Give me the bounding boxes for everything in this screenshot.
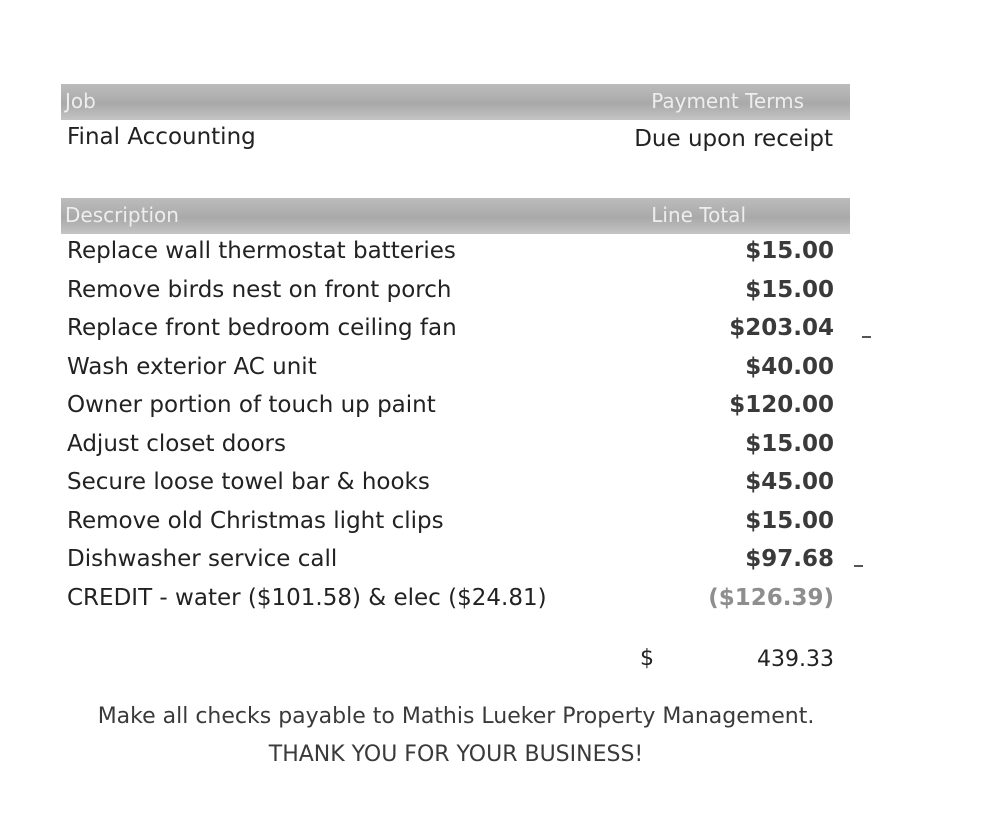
total-amount: 439.33	[757, 647, 834, 672]
line-item	[67, 351, 834, 390]
line-item	[67, 543, 834, 582]
line-item	[67, 428, 834, 467]
line-item-amount: $97.68	[745, 546, 834, 572]
line-item-amount: $203.04	[729, 315, 834, 341]
line-item-amount: $15.00	[745, 507, 834, 534]
line-item-description: Remove old Christmas light clips	[67, 507, 444, 534]
line-items-table	[67, 235, 834, 620]
line-item-amount: $120.00	[729, 392, 834, 418]
pen-tick-mark	[862, 336, 871, 338]
description-header-label: Description	[65, 203, 179, 227]
line-item-amount: $45.00	[745, 469, 834, 495]
line-item-description: Dishwasher service call	[67, 546, 338, 572]
line-item-description: Replace front bedroom ceiling fan	[67, 315, 457, 341]
line-item-amount: $15.00	[745, 276, 834, 303]
line-item-amount: $15.00	[745, 430, 834, 457]
line-item	[67, 312, 834, 351]
line-item-amount: $15.00	[745, 238, 834, 264]
job-header-band	[61, 84, 850, 120]
line-item-amount: ($126.39)	[708, 584, 834, 611]
line-item-description: Adjust closet doors	[67, 430, 286, 457]
line-item-amount: $40.00	[745, 353, 834, 380]
description-header-band	[61, 198, 850, 234]
line-item-description: Remove birds nest on front porch	[67, 276, 452, 303]
line-item-description: Wash exterior AC unit	[67, 353, 317, 380]
line-item-description: Secure loose towel bar & hooks	[67, 469, 430, 495]
job-name: Final Accounting	[67, 124, 256, 150]
line-item	[67, 274, 834, 313]
credit-line-item	[67, 582, 834, 621]
payment-terms-value: Due upon receipt	[634, 126, 833, 152]
job-header-label: Job	[65, 89, 96, 113]
payable-note: Make all checks payable to Mathis Lueker Property Management.	[97, 704, 815, 729]
line-total-header-label: Line Total	[651, 203, 746, 227]
line-item-description: Owner portion of touch up paint	[67, 392, 436, 418]
job-row	[67, 124, 833, 150]
line-item	[67, 235, 834, 274]
line-item	[67, 466, 834, 505]
payment-terms-header-label: Payment Terms	[651, 89, 804, 113]
pen-tick-mark	[854, 565, 863, 567]
thank-you-note: THANK YOU FOR YOUR BUSINESS!	[268, 742, 644, 767]
line-item	[67, 389, 834, 428]
line-item	[67, 505, 834, 544]
line-item-description: CREDIT - water ($101.58) & elec ($24.81)	[67, 584, 547, 611]
total-currency-symbol: $	[640, 646, 654, 671]
line-item-description: Replace wall thermostat batteries	[67, 238, 456, 264]
